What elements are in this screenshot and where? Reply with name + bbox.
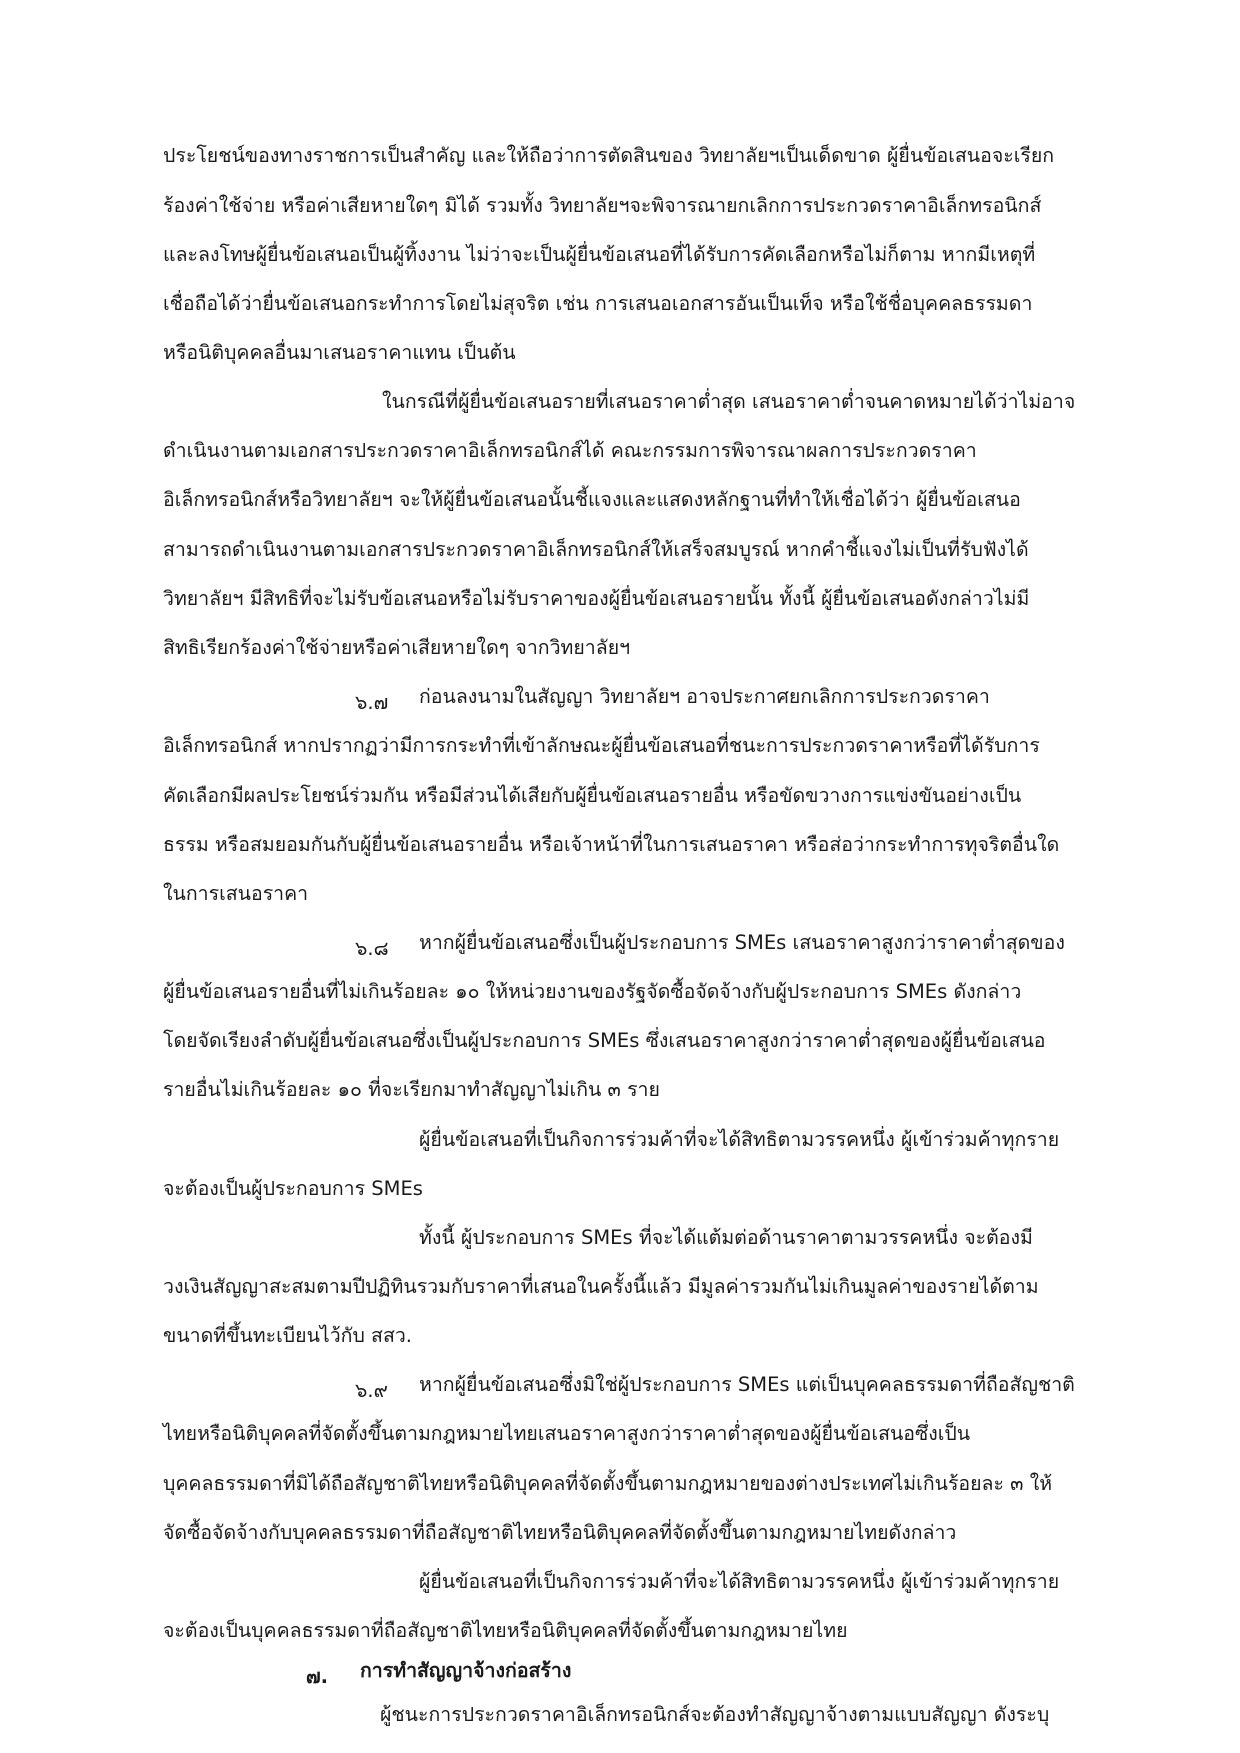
section-number-6-9: ๖.๙ — [355, 1379, 388, 1402]
text-line: ประโยชน์ของทางราชการเป็นสำคัญ และให้ถือว่าการตัดสินของ วิทยาลัยฯเป็นเด็ดขาด ผู้ยื่นข้อเสนอจะเรียก — [163, 144, 1055, 167]
text-line: สิทธิเรียกร้องค่าใช้จ่ายหรือค่าเสียหายใดๆ จากวิทยาลัยฯ — [163, 636, 631, 659]
paragraph-first-line: หากผู้ยื่นข้อเสนอซึ่งเป็นผู้ประกอบการ SMEs เสนอราคาสูงกว่าราคาต่ำสุดของ — [419, 931, 1065, 954]
text-line: คัดเลือกมีผลประโยชน์ร่วมกัน หรือมีส่วนได้เสียกับผู้ยื่นข้อเสนอรายอื่น หรือขัดขวางการแข่งขันอย่างเป็น — [163, 784, 1022, 807]
paragraph-first-line: ในกรณีที่ผู้ยื่นข้อเสนอรายที่เสนอราคาต่ำสุด เสนอราคาต่ำจนคาดหมายได้ว่าไม่อาจ — [382, 390, 1076, 413]
paragraph-first-line: ทั้งนี้ ผู้ประกอบการ SMEs ที่จะได้แต้มต่อด้านราคาตามวรรคหนึ่ง จะต้องมี — [419, 1226, 1033, 1249]
text-line: อิเล็กทรอนิกส์หรือวิทยาลัยฯ จะให้ผู้ยื่นข้อเสนอนั้นชี้แจงและแสดงหลักฐานที่ทำให้เชื่อได้ว่า ผู้ยื่นข้อเสนอ — [163, 488, 1021, 511]
text-line: วิทยาลัยฯ มีสิทธิที่จะไม่รับข้อเสนอหรือไม่รับราคาของผู้ยื่นข้อเสนอรายนั้น ทั้งนี้ ผู้ยื่นข้อเสนอดังกล่าวไม่มี — [163, 587, 1030, 610]
text-line: จะต้องเป็นบุคคลธรรมดาที่ถือสัญชาติไทยหรือนิติบุคคลที่จัดตั้งขึ้นตามกฎหมายไทย — [163, 1619, 848, 1642]
section-number-6-8: ๖.๘ — [355, 937, 389, 960]
text-line: ธรรม หรือสมยอมกันกับผู้ยื่นข้อเสนอรายอื่น หรือเจ้าหน้าที่ในการเสนอราคา หรือส่อว่ากระทำการทุจริตอื่นใด — [163, 833, 1060, 856]
paragraph-first-line: ผู้ยื่นข้อเสนอที่เป็นกิจการร่วมค้าที่จะได้สิทธิตามวรรคหนึ่ง ผู้เข้าร่วมค้าทุกราย — [419, 1128, 1060, 1151]
text-line: ไทยหรือนิติบุคคลที่จัดตั้งขึ้นตามกฎหมายไทยเสนอราคาสูงกว่าราคาต่ำสุดของผู้ยื่นข้อเสนอซึ่งเป็น — [163, 1422, 971, 1445]
text-line: หรือนิติบุคคลอื่นมาเสนอราคาแทน เป็นต้น — [163, 341, 516, 364]
text-line: สามารถดำเนินงานตามเอกสารประกวดราคาอิเล็กทรอนิกส์ให้เสร็จสมบูรณ์ หากคำชี้แจงไม่เป็นที่รับฟังได้ — [163, 538, 1029, 561]
paragraph-first-line: ผู้ยื่นข้อเสนอที่เป็นกิจการร่วมค้าที่จะได้สิทธิตามวรรคหนึ่ง ผู้เข้าร่วมค้าทุกราย — [419, 1570, 1060, 1593]
section-number-6-7: ๖.๗ — [355, 691, 389, 714]
text-line: โดยจัดเรียงลำดับผู้ยื่นข้อเสนอซึ่งเป็นผู้ประกอบการ SMEs ซึ่งเสนอราคาสูงกว่าราคาต่ำสุดของผู้ยื่นข้อเสนอ — [163, 1029, 1046, 1052]
text-line: และลงโทษผู้ยื่นข้อเสนอเป็นผู้ทิ้งงาน ไม่ว่าจะเป็นผู้ยื่นข้อเสนอที่ได้รับการคัดเลือกหรือไม่ก็ตาม หากมีเหตุที่ — [163, 243, 1036, 266]
section-heading: การทำสัญญาจ้างก่อสร้าง — [360, 1659, 572, 1682]
text-line: อิเล็กทรอนิกส์ หากปรากฏว่ามีการกระทำที่เข้าลักษณะผู้ยื่นข้อเสนอที่ชนะการประกวดราคาหรือที่ได้รับการ — [163, 734, 1040, 757]
text-line: เชื่อถือได้ว่ายื่นข้อเสนอกระทำการโดยไม่สุจริต เช่น การเสนอเอกสารอันเป็นเท็จ หรือใช้ชื่อบุคคลธรรมดา — [163, 292, 1033, 315]
text-line: ร้องค่าใช้จ่าย หรือค่าเสียหายใดๆ มิได้ รวมทั้ง วิทยาลัยฯจะพิจารณายกเลิกการประกวดราคาอิเล็กทรอนิกส์ — [163, 194, 1042, 217]
text-line: จัดซื้อจัดจ้างกับบุคคลธรรมดาที่ถือสัญชาติไทยหรือนิติบุคคลที่จัดตั้งขึ้นตามกฎหมายไทยดังกล่าว — [163, 1521, 957, 1544]
text-line: ขนาดที่ขึ้นทะเบียนไว้กับ สสว. — [163, 1324, 413, 1347]
text-line: บุคคลธรรมดาที่มิได้ถือสัญชาติไทยหรือนิติบุคคลที่จัดตั้งขึ้นตามกฎหมายของต่างประเทศไม่เกินร้อยละ ๓ ให้ — [163, 1472, 1053, 1495]
section-number-7: ๗. — [306, 1665, 329, 1688]
text-line: จะต้องเป็นผู้ประกอบการ SMEs — [163, 1177, 423, 1200]
text-line: วงเงินสัญญาสะสมตามปีปฏิทินรวมกับราคาที่เสนอในครั้งนี้แล้ว มีมูลค่ารวมกันไม่เกินมูลค่าของรายได้ตาม — [163, 1275, 1039, 1298]
paragraph-first-line: หากผู้ยื่นข้อเสนอซึ่งมิใช่ผู้ประกอบการ SMEs แต่เป็นบุคคลธรรมดาที่ถือสัญชาติ — [419, 1373, 1075, 1396]
text-line: ผู้ยื่นข้อเสนอรายอื่นที่ไม่เกินร้อยละ ๑๐ ให้หน่วยงานของรัฐจัดซื้อจัดจ้างกับผู้ประกอบการ SMEs ดังกล่าว — [163, 980, 1022, 1003]
text-line: ในการเสนอราคา — [163, 882, 309, 905]
text-line: รายอื่นไม่เกินร้อยละ ๑๐ ที่จะเรียกมาทำสัญญาไม่เกิน ๓ ราย — [163, 1078, 660, 1101]
text-line: ดำเนินงานตามเอกสารประกวดราคาอิเล็กทรอนิกส์ได้ คณะกรรมการพิจารณาผลการประกวดราคา — [163, 439, 977, 462]
paragraph-first-line: ก่อนลงนามในสัญญา วิทยาลัยฯ อาจประกาศยกเลิกการประกวดราคา — [419, 685, 990, 708]
paragraph-first-line: ผู้ชนะการประกวดราคาอิเล็กทรอนิกส์จะต้องทำสัญญาจ้างตามแบบสัญญา ดังระบุ — [380, 1703, 1050, 1726]
